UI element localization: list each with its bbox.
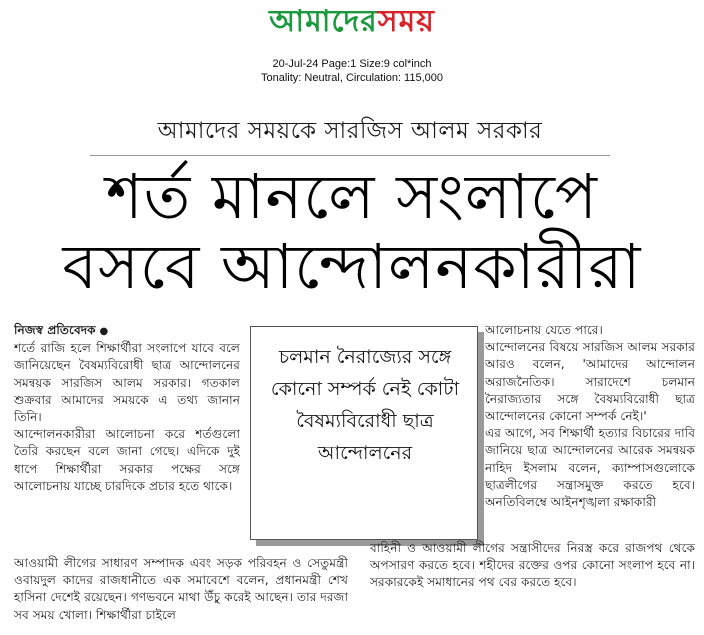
newspaper-masthead	[0, 0, 704, 46]
right-paragraph-2: আন্দোলনের বিষয়ে সারজিস আলম সরকার আরও বলেন, 'আমাদের আন্দোলন অরাজনৈতিক। সারাদেশে চলমান নৈরাজ্যতার সঙ্গে বৈষম্যবিরোধী ছাত্র আন্দোলনের কোনো সম্পর্ক নেই।'	[485, 340, 695, 424]
article-column-wide	[14, 555, 348, 633]
right-paragraph-3: এর আগে, সব শিক্ষার্থী হত্যার বিচারের দাবি জানিয়ে ছাত্র আন্দোলনের আরেক সমন্বয়ক নাহিদ ইসলাম বলেন, ক্যাম্পাসগুলোকে ছাত্রলীগের সন্ত্রাসমুক্ত করতে হবে। অনতিবিলম্বে আইনশৃঙ্খলা রক্ষাকারী	[485, 426, 695, 510]
article-column-bottom	[370, 540, 695, 630]
left-paragraph-1: শর্তে রাজি হলে শিক্ষার্থীরা সংলাপে যাবে বলে জানিয়েছেন বৈষম্যবিরোধী ছাত্র আন্দোলনের সমন্বয়ক সারজিস আলম সরকার। গতকাল শুক্রবার আমাদের সময়কে এ তথ্য জানান তিনি।	[14, 341, 240, 425]
bottom-paragraph: বাহিনী ও আওয়ামী লীগের সন্ত্রাসীদের নিরস্ত্র করে রাজপথ থেকে অপসারণ করতে হবে। শহীদের রক্তের ওপর কোনো সংলাপ হবে না। সরকারকেই সমাধানের পথ বের করতে হবে।	[370, 541, 695, 590]
left-paragraph-2: আন্দোলনকারীরা আলোচনা করে শর্তগুলো তৈরি করছেন বলে জানা গেছে। এদিকে দুই ধাপে শিক্ষার্থীরা সরকার পক্ষের সঙ্গে আলোচনায় যাচ্ছে চারদিকে প্রচার হতে থাকে।	[14, 427, 240, 493]
byline: নিজস্ব প্রতিবেদক	[14, 323, 96, 337]
byline-bullet: ●	[99, 326, 109, 337]
headline-line-2: বসবে আন্দোলনকারীরা	[62, 230, 642, 303]
pull-quote-text: চলমান নৈরাজ্যের সঙ্গে কোনো সম্পর্ক নেই কোটা বৈষম্যবিরোধী ছাত্র আন্দোলনের	[270, 346, 460, 464]
pull-quote-box	[250, 326, 478, 540]
article-column-left	[14, 322, 240, 554]
headline-line-1: শর্ত মানলে সংলাপে	[106, 160, 598, 233]
clipping-meta-size: 20-Jul-24 Page:1 Size:9 col*inch	[272, 58, 432, 70]
masthead-part-1: আমাদের	[269, 4, 378, 39]
wide-paragraph: আওয়ামী লীগের সাধারণ সম্পাদক এবং সড়ক পরিবহন ও সেতুমন্ত্রী ওবায়দুল কাদের রাজধানীতে এক সমাবেশে বলেন, প্রধানমন্ত্রী শেখ হাসিনা দেশেই রয়েছেন। গণভবনে মাথা উঁচু করেই আছেন। তার দরজা সব সময় খোলা। শিক্ষার্থীরা চাইলে	[14, 556, 348, 622]
article-column-right	[485, 322, 695, 540]
right-paragraph-1: আলোচনায় যেতে পারে।	[485, 323, 603, 337]
article-kicker: আমাদের সময়কে সারজিস আলম সরকার	[90, 112, 610, 156]
clipping-meta-tonality: Tonality: Neutral, Circulation: 115,000	[260, 72, 443, 84]
masthead-part-2: সময়	[377, 4, 435, 39]
